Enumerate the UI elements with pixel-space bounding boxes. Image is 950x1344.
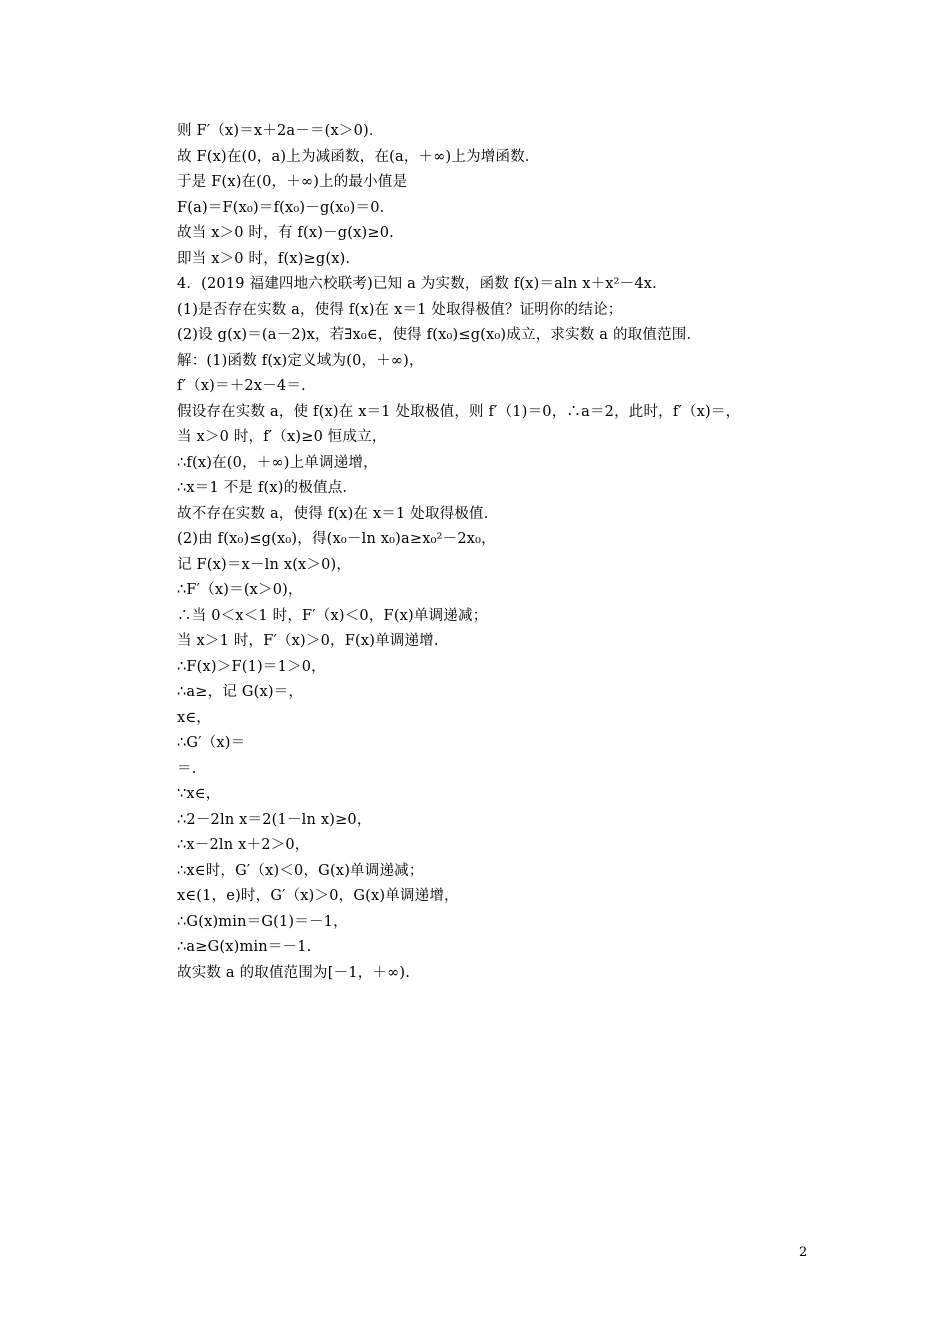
- text-line: 假设存在实数 a，使 f(x)在 x＝1 处取极值，则 f′（1)＝0，∴a＝2，此时，f′（x)＝，: [177, 403, 741, 420]
- text-line: 记 F(x)＝x－ln x(x＞0)，: [177, 556, 352, 573]
- text-line: ∴F′（x)＝(x＞0)，: [177, 582, 303, 598]
- text-line: 当 x＞0 时，f′（x)≥0 恒成立，: [177, 429, 387, 445]
- text-line: x∈，: [177, 709, 212, 726]
- text-line: x∈(1，e)时，G′（x)＞0，G(x)单调递增，: [177, 888, 459, 904]
- solution-start: 解：(1)函数 f(x)定义域为(0，＋∞)，: [177, 352, 424, 369]
- text-line: ∴x∈时，G′（x)＜0，G(x)单调递减；: [177, 862, 424, 879]
- text-line: ∴x＝1 不是 f(x)的极值点.: [177, 480, 348, 496]
- text-line: ∴G(x)min＝G(1)＝－1，: [177, 913, 348, 930]
- text-line: ∴a≥G(x)min＝－1.: [177, 939, 312, 955]
- text-line: ∴a≥，记 G(x)＝，: [177, 684, 304, 700]
- text-line: 故不存在实数 a，使得 f(x)在 x＝1 处取得极值.: [177, 505, 489, 522]
- problem-part-2: (2)设 g(x)＝(a－2)x，若∃x₀∈，使得 f(x₀)≤g(x₀)成立，求实数 a 的取值范围．: [177, 327, 702, 343]
- text-line: ∴G′（x)＝: [177, 735, 246, 751]
- text-line: ∴f(x)在(0，＋∞)上单调递增，: [177, 454, 378, 471]
- text-line: F(a)＝F(x₀)＝f(x₀)－g(x₀)＝0.: [177, 199, 385, 216]
- text-line: f′（x)＝＋2x－4＝.: [177, 378, 306, 394]
- text-line: ∴当 0＜x＜1 时，F′（x)＜0，F(x)单调递减；: [177, 607, 488, 624]
- text-line: ∵x∈，: [177, 786, 221, 802]
- text-line: 故 F(x)在(0，a)上为减函数，在(a，＋∞)上为增函数．: [177, 148, 540, 165]
- text-line: ＝.: [177, 760, 197, 777]
- problem-statement: 4．(2019 福建四地六校联考)已知 a 为实数，函数 f(x)＝aln x＋x²－4x.: [177, 276, 657, 292]
- text-line: (2)由 f(x₀)≤g(x₀)，得(x₀－ln x₀)a≥x₀²－2x₀，: [177, 531, 496, 547]
- text-line: 于是 F(x)在(0，＋∞)上的最小值是: [177, 174, 408, 190]
- text-line: ∴F(x)＞F(1)＝1＞0，: [177, 658, 326, 675]
- text-line: ∴x－2ln x＋2＞0，: [177, 837, 310, 853]
- text-line: 故当 x＞0 时，有 f(x)－g(x)≥0.: [177, 225, 394, 241]
- text-line: 即当 x＞0 时，f(x)≥g(x)．: [177, 250, 361, 267]
- solution-text: [177, 119, 827, 986]
- text-line: 则 F′（x)＝x＋2a－＝(x＞0)．: [177, 123, 384, 139]
- text-line: 当 x＞1 时，F′（x)＞0，F(x)单调递增.: [177, 633, 439, 649]
- conclusion-line: 故实数 a 的取值范围为[－1，＋∞).: [177, 964, 411, 981]
- page-number: 2: [799, 1245, 808, 1260]
- problem-part-1: (1)是否存在实数 a，使得 f(x)在 x＝1 处取得极值？证明你的结论；: [177, 301, 623, 318]
- text-line: ∴2－2ln x＝2(1－ln x)≥0，: [177, 811, 372, 828]
